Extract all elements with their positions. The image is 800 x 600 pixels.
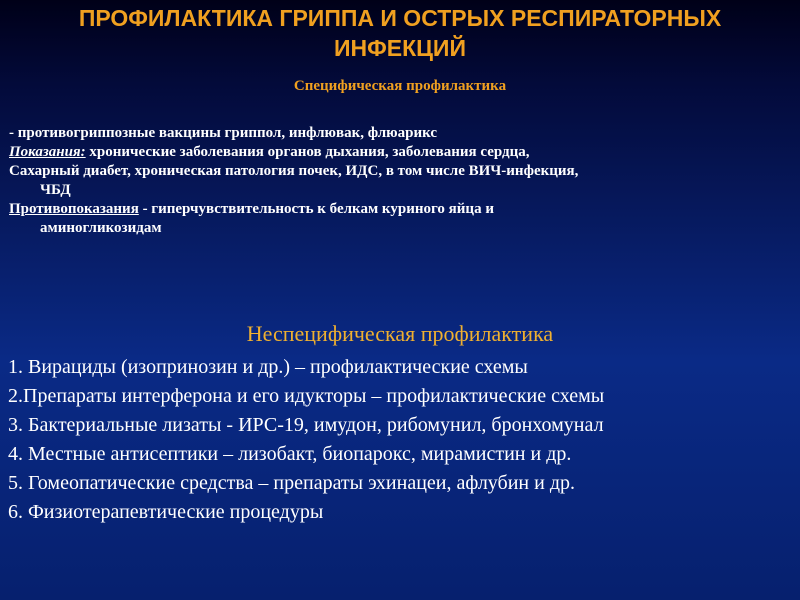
- title-line-2: ИНФЕКЦИЙ: [333, 35, 466, 61]
- nonspecific-list: [8, 353, 798, 527]
- slide-title: [0, 3, 800, 63]
- nonspecific-prophylaxis-heading: Неспецифическая профилактика: [246, 321, 554, 346]
- list-item: 4. Местные антисептики – лизобакт, биопарокс, мирамистин и др.: [8, 443, 572, 465]
- contraindications-line-2: аминогликозидам: [40, 220, 162, 236]
- title-line-1: ПРОФИЛАКТИКА ГРИППА И ОСТРЫХ РЕСПИРАТОРНЫХ: [78, 5, 722, 31]
- list-item: 6. Физиотерапевтические процедуры: [8, 501, 324, 523]
- specific-prophylaxis-block: [9, 124, 794, 238]
- specific-prophylaxis-heading: Специфическая профилактика: [293, 78, 507, 94]
- indications-text: хронические заболевания органов дыхания, заболевания сердца,: [85, 144, 530, 160]
- contraindications-label: Противопоказания: [9, 201, 139, 217]
- list-item: 5. Гомеопатические средства – препараты эхинацеи, афлубин и др.: [8, 472, 575, 494]
- list-item: 1. Вирациды (изопринозин и др.) – профилактические схемы: [8, 356, 528, 378]
- indications-label: Показания:: [9, 144, 86, 160]
- contraindications-text: - гиперчувствительность к белкам куриного яйца и: [138, 201, 494, 217]
- indications-line-3: ЧБД: [40, 182, 71, 198]
- vaccines-line: - противогриппозные вакцины гриппол, инфлювак, флюарикс: [9, 125, 438, 141]
- list-item: 2.Препараты интерферона и его идукторы – профилактические схемы: [8, 385, 605, 407]
- list-item: 3. Бактериальные лизаты - ИРС-19, имудон, рибомунил, бронхомунал: [8, 414, 604, 436]
- indications-line: [9, 143, 794, 162]
- contraindications-line: [9, 200, 794, 219]
- indications-line-2: Сахарный диабет, хроническая патология почек, ИДС, в том числе ВИЧ-инфекция,: [9, 163, 579, 179]
